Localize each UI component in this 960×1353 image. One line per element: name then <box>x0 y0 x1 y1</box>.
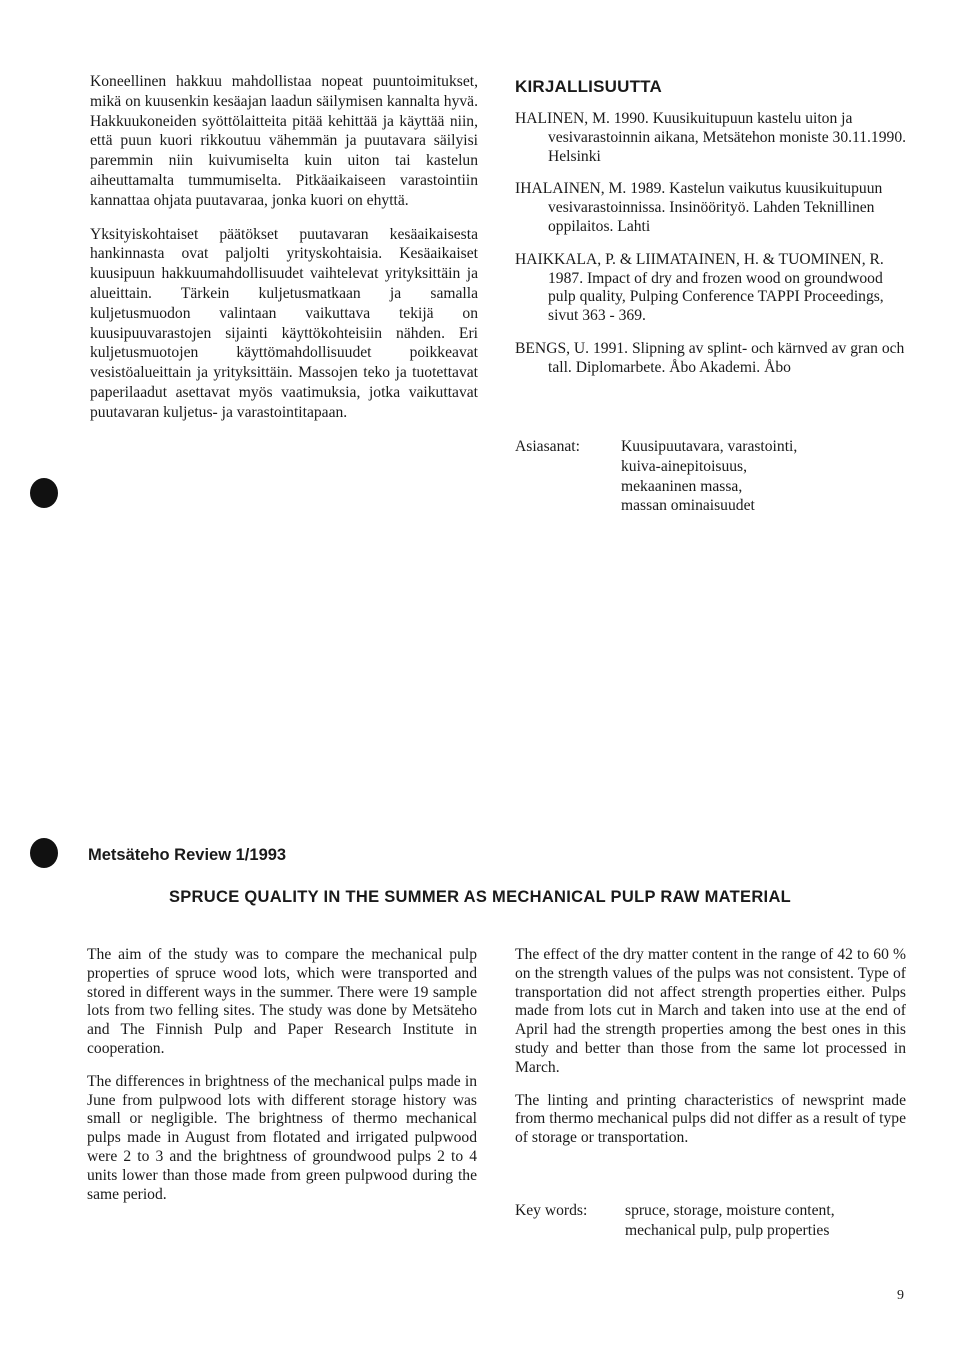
punch-hole-mark <box>30 478 58 508</box>
references-section <box>515 77 910 378</box>
keywords-list <box>625 1201 835 1241</box>
paragraph: The linting and printing characteristics of newsprint made from thermo mechanical pulps did not differ as a result of type of storage or transportation. <box>515 1091 906 1147</box>
reference-item: HALINEN, M. 1990. Kuusikuitupuun kastelu uiton ja vesivarastoinnin aikana, Metsätehon moniste 30.11.1990. Helsinki <box>515 110 907 165</box>
finnish-keywords <box>515 437 797 516</box>
references-heading: KIRJALLISUUTTA <box>515 77 662 96</box>
keywords-label: Key words: <box>515 1202 588 1219</box>
review-series-label: Metsäteho Review 1/1993 <box>88 846 287 864</box>
reference-item: HAIKKALA, P. & LIIMATAINEN, H. & TUOMINEN, R. 1987. Impact of dry and frozen wood on groundwood pulp quality, Pulping Conference TAPPI Proceedings, sivut 363 - 369. <box>515 250 884 325</box>
english-right-column <box>515 946 906 1148</box>
keywords-label: Asiasanat: <box>515 438 580 455</box>
page-number: 9 <box>897 1288 904 1303</box>
paragraph: Yksityiskohtaiset päätökset puutavaran kesäaikaisesta hankinnasta ovat paljolti yrityskohtaisia. Kesäaikaiset kuusipuun hakkuumahdollisuudet vaihtelevat yrityksittäin ja alueittain. Tärkein kuljetusmatkaan ja samalla kuljetusmuodon valintaan vaikuttava tekijä on kuusipuuvarastojen sijainti käyttökohteisiin nähden. Eri kuljetusmuotojen käyttömahdollisuudet poikkeavat vesistöalueittain ja yrityksittäin. Massojen teko ja tuotettavat paperilaadut asettavat myös vaatimuksia, jotka vaikuttavat puutavaran kuljetus- ja varastointitapaan. <box>90 225 478 421</box>
keyword-line: massan ominaisuudet <box>621 497 755 515</box>
reference-item: IHALAINEN, M. 1989. Kastelun vaikutus kuusikuitupuun vesivarastoinnissa. Insinöörityö. Lahden Teknillinen oppilaitos. Lahti <box>515 180 883 235</box>
keyword-line: Kuusipuutavara, varastointi, <box>621 438 798 455</box>
keyword-line: mekaaninen massa, <box>621 477 743 495</box>
english-keywords <box>515 1201 835 1241</box>
keyword-line: spruce, storage, moisture content, <box>625 1202 835 1219</box>
paragraph: The aim of the study was to compare the mechanical pulp properties of spruce wood lots, which were transported and stored in different ways in the summer. There were 19 sample lots from two felling sites. The study was done by Metsäteho and The Finnish Pulp and Paper Research Institute in cooperation. <box>87 946 477 1057</box>
reference-item: BENGS, U. 1991. Slipning av splint- och kärnved av gran och tall. Diplomarbete. Åbo Akademi. Åbo <box>515 339 905 376</box>
article-title: SPRUCE QUALITY IN THE SUMMER AS MECHANICAL PULP RAW MATERIAL <box>168 888 792 906</box>
section-bullet-mark <box>30 838 58 868</box>
paragraph: The effect of the dry matter content in the range of 42 to 60 % on the strength values of the pulps was not consistent. Type of transportation did not affect strength properties either. Pulps made from lots cut in March and taken into use at the end of April had the strength properties among the best ones in this study and better than those from the same lot processed in March. <box>515 946 906 1076</box>
keywords-list <box>621 437 797 516</box>
english-left-column <box>87 946 477 1204</box>
finnish-body-text <box>90 72 478 423</box>
keyword-line: kuiva-ainepitoisuus, <box>621 457 748 475</box>
keyword-line: mechanical pulp, pulp properties <box>625 1221 830 1239</box>
paragraph: The differences in brightness of the mechanical pulps made in June from pulpwood lots with different storage history was small or negligible. The brightness of thermo mechanical pulps made in August from flotated and irrigated pulpwood were 2 to 3 and the brightness of groundwood pulps 2 to 4 units lower than those made from green pulpwood during the same period. <box>87 1072 477 1203</box>
paragraph: Koneellinen hakkuu mahdollistaa nopeat puuntoimitukset, mikä on kuusenkin kesäajan laadun säilymisen kannalta hyvä. Hakkuukoneiden syöttölaitteita pitää kehittää ja käyttää niin, että puun kuori rikkoutuu vähemmän ja puutavara säilyisi paremmin niin kuivumiselta kuin uiton tai kastelun aiheuttamalta tummumiselta. Pitkäaikaiseen varastointiin kannattaa ohjata puutavaraa, jonka kuori on ehyttä. <box>90 73 478 209</box>
